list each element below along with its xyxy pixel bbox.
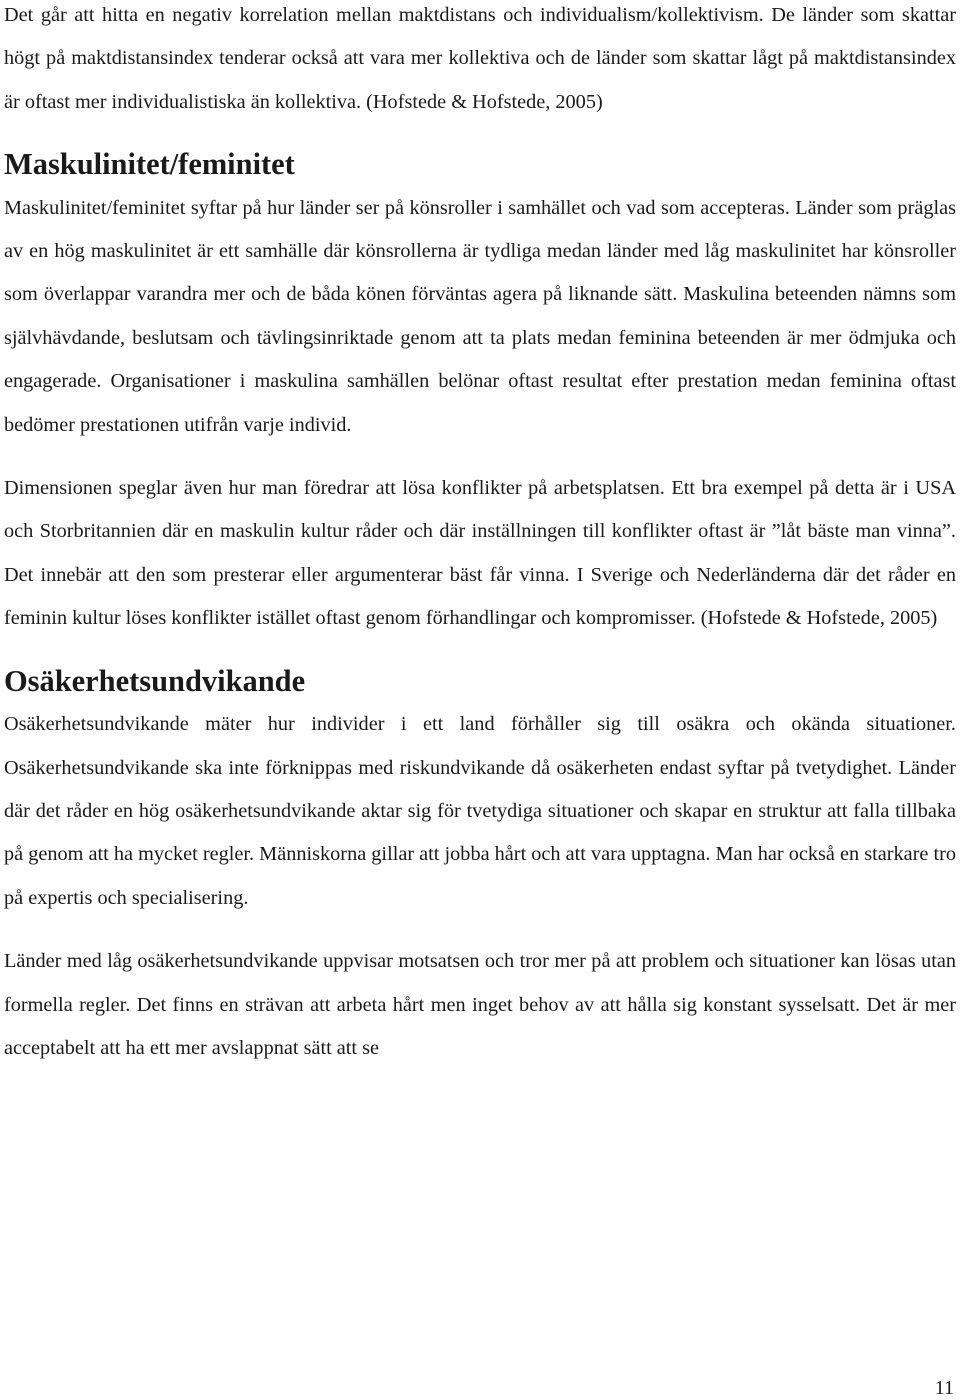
paragraph-masculinity: Maskulinitet/feminitet syftar på hur länder ser på könsroller i samhället och vad som accepteras. Länder som präglas av en hög maskulinitet är ett samhälle där könsrollerna är tydliga medan länder med låg maskulinitet har könsroller som överlappar varandra mer och de båda könen förväntas agera på liknande sätt. Maskulina beteenden nämns som självhävdande, beslutsam och tävlingsinriktade genom att ta plats medan feminina beteenden är mer ödmjuka och engagerade. Organisationer i maskulina samhällen belönar oftast resultat efter prestation medan feminina oftast bedömer prestationen utifrån varje individ. — [4, 196, 956, 436]
paragraph-uncertainty-high: Osäkerhetsundvikande mäter hur individer i ett land förhåller sig till osäkra och okända situationer. Osäkerhetsundvikande ska inte förknippas med riskundvikande då osäkerheten endast syftar på tvetydighet. Länder där det råder en hög osäkerhetsundvikande aktar sig för tvetydiga situationer och skapar en struktur att falla tillbaka på genom att ha mycket regler. Människorna gillar att jobba hårt och att vara upptagna. Man har också en starkare tro på expertis och specialisering. — [4, 713, 956, 909]
paragraph-collectivism: Det går att hitta en negativ korrelation mellan maktdistans och individualism/kollektivism. De länder som skattar högt på maktdistansindex tenderar också att vara mer kollektiva och de länder som skattar lågt på maktdistansindex är oftast mer individualistiska än kollektiva. (Hofstede & Hofstede, 2005) — [4, 4, 956, 113]
paragraph-uncertainty-low: Länder med låg osäkerhetsundvikande uppvisar motsatsen och tror mer på att problem och situationer kan lösas utan formella regler. Det finns en strävan att arbeta hårt men inget behov av att hålla sig konstant sysselsatt. Det är mer acceptabelt att ha ett mer avslappnat sätt att se — [4, 950, 956, 1059]
heading-uncertainty-avoidance: Osäkerhetsundvikande — [4, 663, 306, 698]
paragraph-conflicts: Dimensionen speglar även hur man föredrar att lösa konflikter på arbetsplatsen. Ett bra exempel på detta är i USA och Storbritannien där en maskulin kultur råder och där inställningen till konflikter oftast är ”låt bäste man vinna”. Det innebär att den som presterar eller argumenterar bäst får vinna. I Sverige och Nederländerna där det råder en feminin kultur löses konflikter istället oftast genom förhandlingar och kompromisser. (Hofstede & Hofstede, 2005) — [4, 477, 956, 630]
document-page — [4, 0, 956, 1070]
heading-masculinity: Maskulinitet/feminitet — [4, 147, 295, 182]
page-number: 11 — [934, 1377, 954, 1399]
